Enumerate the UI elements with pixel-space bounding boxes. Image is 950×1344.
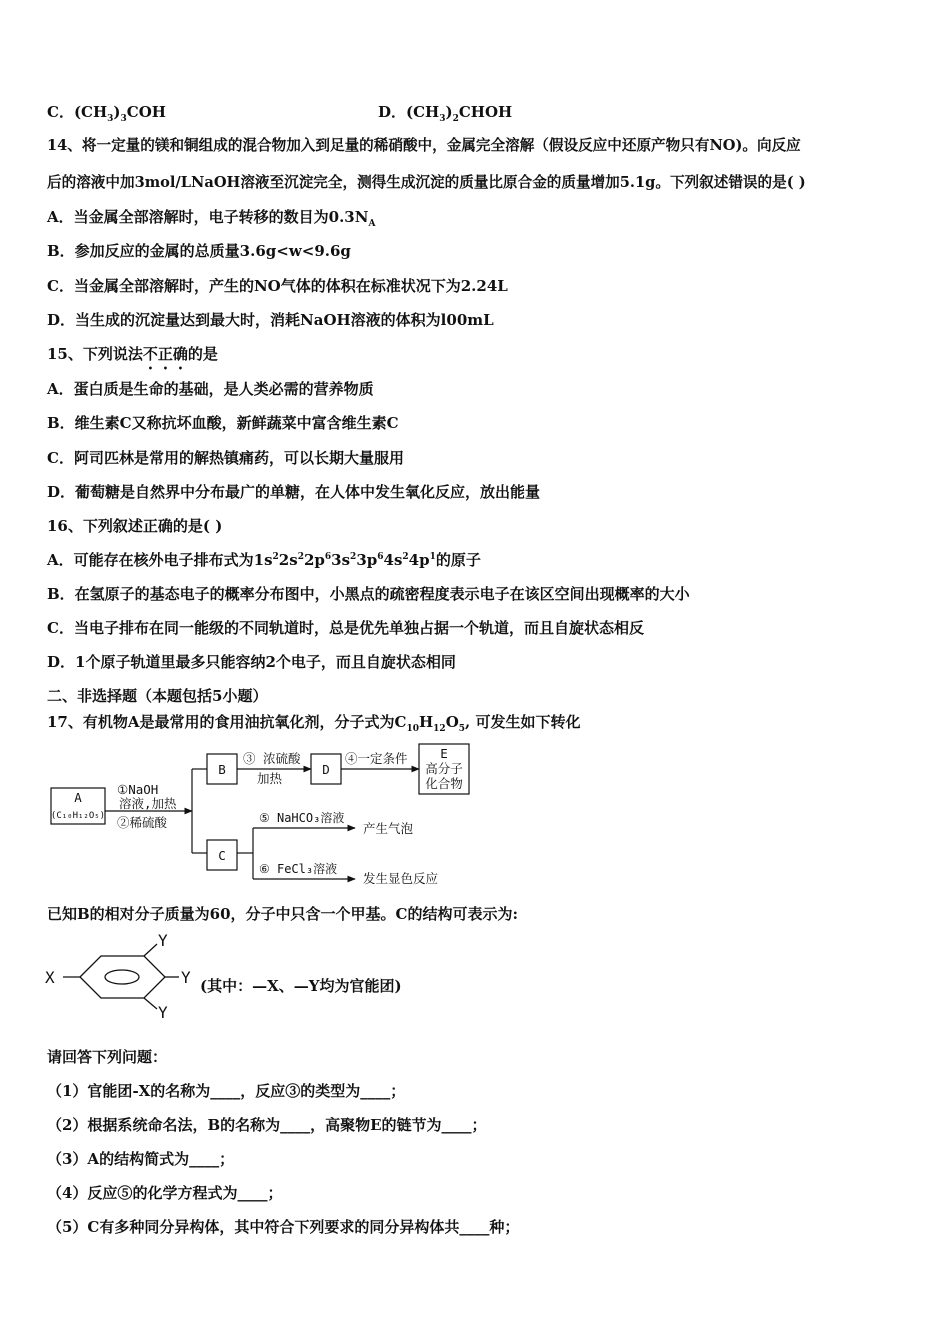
q14-option-a: [47, 207, 375, 227]
q17-stem-text: O: [445, 713, 459, 731]
q14-stem-line1: 14、将一定量的镁和铜组成的混合物加入到足量的稀硝酸中，金属完全溶解（假设反应中还原产物只有NO)。向反应: [47, 137, 801, 154]
q13-c-text: C．(CH: [47, 103, 108, 121]
q17-sub: 10: [406, 724, 419, 734]
box-e-line2: 高分子: [425, 761, 463, 776]
q16-stem: 16、下列叙述正确的是( ): [47, 517, 223, 535]
q13-option-c: [47, 102, 166, 122]
q13-option-d: [378, 102, 512, 122]
box-e-line1: E: [440, 746, 448, 761]
bond-y-bottom: [144, 998, 157, 1009]
step6-label: ⑥ FeCl₃溶液: [259, 862, 338, 876]
q13-d-sub: 2: [452, 114, 459, 124]
q17-part1: （1）官能团-X的名称为____，反应③的类型为____；: [47, 1082, 406, 1100]
q15-stem-text: 的是: [187, 345, 218, 363]
result5-label: 产生气泡: [363, 821, 414, 836]
q17-known: 已知B的相对分子质量为60，分子中只含一个甲基。C的结构可表示为:: [47, 905, 519, 923]
box-e-line3: 化合物: [425, 776, 463, 791]
ring-note: (其中：—X、—Y均为官能团): [200, 977, 402, 995]
step3-line1: ③ 浓硫酸: [243, 751, 301, 766]
q16-option-b: B．在氢原子的基态电子的概率分布图中，小黑点的疏密程度表示电子在该区空间出现概率的大小: [47, 585, 690, 603]
step3-line2: 加热: [257, 771, 283, 786]
q14-a-text: A．当金属全部溶解时，电子转移的数目为0.3N: [47, 208, 369, 226]
group-y-right: Y: [181, 968, 191, 987]
benzene-structure: [45, 932, 205, 1020]
box-a-label: A: [74, 790, 82, 805]
q15-option-b: B．维生素C又称抗坏血酸，新鲜蔬菜中富含维生素C: [47, 414, 399, 432]
q17-part4: （4）反应⑤的化学方程式为____；: [47, 1184, 283, 1202]
q16-option-a: A．可能存在核外电子排布式为$1s^22s^22p^63s^23p^64s^24p^1$的原子: [47, 551, 481, 569]
q16-option-c: C．当电子排布在同一能级的不同轨道时，总是优先单独占据一个轨道，而且自旋状态相反: [47, 619, 644, 637]
q17-sub: 5: [458, 724, 466, 734]
q15-stem-emphasis: 不正确: [142, 345, 188, 363]
q13-c-sub: 3: [107, 114, 114, 124]
q17-ask: 请回答下列问题：: [47, 1048, 168, 1066]
q16-a-text: A．可能存在核外电子排布式为1s: [47, 551, 273, 569]
q13-d-text: CHOH: [458, 103, 513, 121]
result6-label: 发生显色反应: [363, 871, 439, 886]
q17-part5: （5）C有多种同分异构体，其中符合下列要求的同分异构体共____种；: [47, 1218, 520, 1236]
benzene-inner-ring: [105, 970, 139, 984]
step4-label: ④一定条件: [345, 751, 408, 766]
q17-sub: 12: [433, 724, 446, 734]
q13-c-sub: 3: [120, 114, 127, 124]
step1-line3: ②稀硫酸: [117, 815, 168, 830]
q16-a-text: 的原子: [435, 551, 481, 569]
q14-option-c: C．当金属全部溶解时，产生的NO气体的体积在标准状况下为2.24L: [47, 277, 508, 295]
section-heading: 二、非选择题（本题包括5小题）: [47, 687, 268, 705]
step5-label: ⑤ NaHCO₃溶液: [259, 811, 345, 825]
q13-d-sub: 3: [439, 114, 446, 124]
q15-option-c: C．阿司匹林是常用的解热镇痛药，可以长期大量服用: [47, 449, 404, 467]
q17-part2: （2）根据系统命名法，B的名称为____，高聚物E的链节为____；: [47, 1116, 487, 1134]
group-y-top: Y: [158, 932, 168, 950]
q16-option-d: D．1个原子轨道里最多只能容纳2个电子，而且自旋状态相同: [47, 653, 456, 671]
q15-stem: [47, 344, 218, 373]
group-x: X: [45, 968, 55, 987]
box-d-label: D: [322, 762, 330, 777]
box-c-label: C: [218, 848, 226, 863]
q15-stem-text: 15、下列说法: [47, 345, 143, 363]
q14-option-d: D．当生成的沉淀量达到最大时，消耗NaOH溶液的体积为l00mL: [47, 311, 494, 329]
group-y-bottom: Y: [158, 1003, 168, 1020]
step1-line1: ①NaOH: [117, 782, 159, 797]
q17-stem: [47, 712, 581, 732]
q15-option-d: D．葡萄糖是自然界中分布最广的单糖，在人体中发生氧化反应，放出能量: [47, 483, 541, 501]
q17-stem-text: 17、有机物A是最常用的食用油抗氧化剂，分子式为C: [47, 713, 407, 731]
q13-c-text: ): [113, 103, 121, 121]
box-b-label: B: [218, 762, 226, 777]
q13-c-text: COH: [126, 103, 166, 121]
q13-d-text: ): [445, 103, 453, 121]
bond-y-top: [144, 944, 157, 956]
benzene-hexagon: [80, 956, 165, 998]
q14-a-sub: A: [368, 219, 376, 229]
q17-stem-text: , 可发生如下转化: [465, 713, 581, 731]
q13-d-text: D．(CH: [378, 103, 440, 121]
box-a-formula: (C₁₀H₁₂O₅): [50, 811, 106, 821]
q14-option-b: B．参加反应的金属的总质量3.6g<w<9.6g: [47, 242, 351, 260]
reaction-diagram: [47, 740, 477, 890]
q17-stem-text: H: [418, 713, 434, 731]
step1-line2: 溶液,加热: [119, 796, 177, 811]
q15-option-a: A．蛋白质是生命的基础，是人类必需的营养物质: [47, 380, 374, 398]
q14-stem-line2: 后的溶液中加3mol/LNaOH溶液至沉淀完全，测得生成沉淀的质量比原合金的质量增加5.1g。下列叙述错误的是( ): [47, 174, 806, 191]
q17-part3: （3）A的结构简式为____；: [47, 1150, 235, 1168]
